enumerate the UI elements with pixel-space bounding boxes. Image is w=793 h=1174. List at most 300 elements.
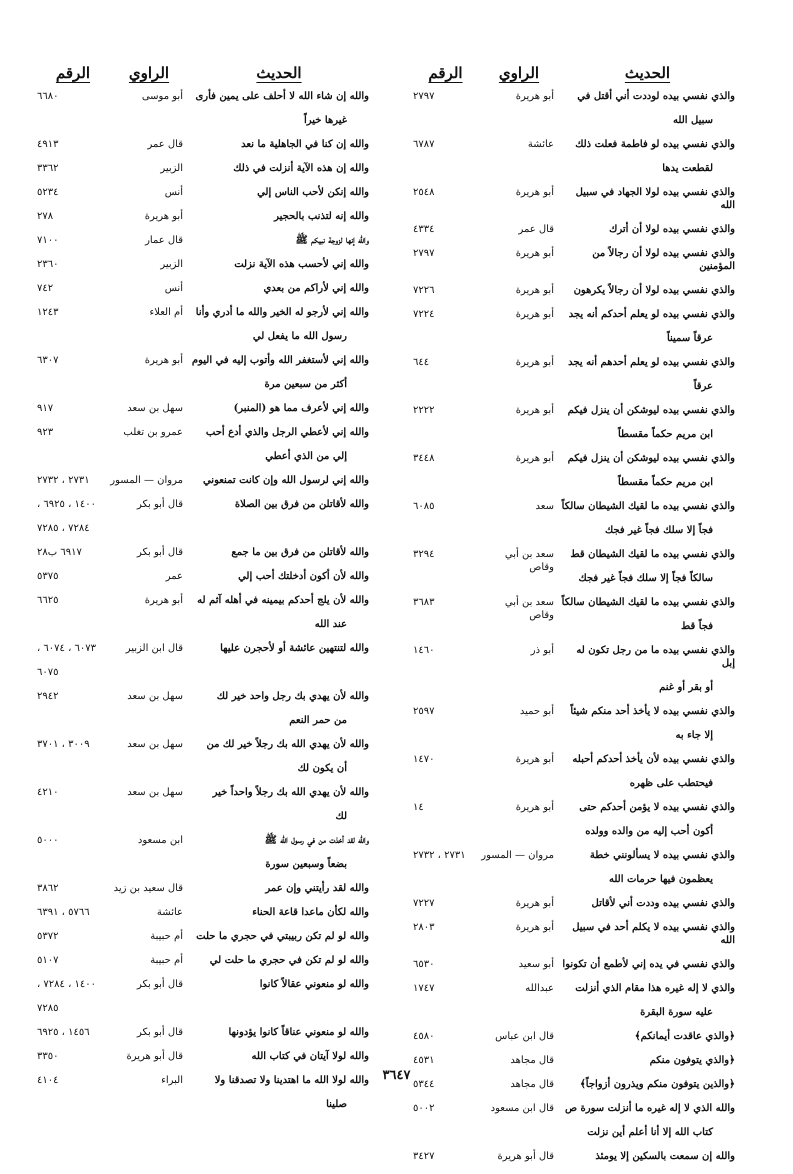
hadith-number: ٧٢٨٥ bbox=[37, 1003, 59, 1014]
hadith-text bbox=[189, 834, 369, 871]
hadith-text bbox=[189, 882, 369, 895]
hadith-text-line1: والله إني لأرجو له الخير والله ما أدري وأنا bbox=[195, 307, 369, 318]
hadith-text-line1: والذي نفسي بيده ما من رجل تكون له إبل bbox=[576, 645, 735, 669]
hadith-text bbox=[560, 90, 735, 127]
hadith-text-line1: والله لو منعوني عقالاً كانوا bbox=[259, 979, 369, 990]
hadith-text-line1: والله لأن يهدي الله بك رجلاً واحداً خير bbox=[212, 787, 369, 798]
index-entry bbox=[413, 138, 735, 175]
index-entry bbox=[37, 210, 369, 223]
hadith-text-line1: والذي نفسي بيده لو يعلم أحدهم أنه يجد bbox=[568, 357, 735, 368]
index-entry bbox=[37, 882, 369, 895]
index-entry bbox=[413, 548, 735, 585]
hadith-text-line1: والله إن هذه الآية أنزلت في ذلك bbox=[233, 163, 369, 174]
hadith-text-line2: فيحتطب على ظهره bbox=[629, 778, 713, 789]
hadith-text-line2: يعظمون فيها حرمات الله bbox=[608, 874, 713, 885]
index-entry bbox=[37, 930, 369, 943]
hadith-text bbox=[189, 306, 369, 343]
narrator: عائشة bbox=[156, 907, 183, 918]
hadith-text-line1: والله إني لأعطي الرجل والذي أدع أحب bbox=[205, 427, 369, 438]
hadith-number: ٤٥٣١ bbox=[413, 1055, 435, 1066]
hadith-text bbox=[560, 500, 735, 537]
header-hadith: الحديث bbox=[256, 64, 302, 82]
hadith-number: ٩٢٣ bbox=[37, 427, 54, 438]
hadith-text bbox=[189, 186, 369, 199]
hadith-number: ٩١٧ bbox=[37, 403, 54, 414]
header-narrator: الراوي bbox=[498, 64, 540, 82]
hadith-number: ٦٠٧٣ ، ٦٠٧٤ ، bbox=[37, 643, 96, 654]
narrator: مروان — المسور bbox=[110, 475, 183, 486]
hadith-number: ٢٨٠٣ bbox=[413, 922, 435, 933]
hadith-text bbox=[560, 1150, 735, 1163]
hadith-text-line1: والله إن شاء الله لا أحلف على يمين فأرى bbox=[195, 91, 369, 102]
hadith-text-line1: والذي نفسي بيده لو فاطمة فعلت ذلك bbox=[575, 139, 735, 150]
index-entry bbox=[413, 705, 735, 742]
narrator: البراء bbox=[161, 1075, 183, 1086]
hadith-number: ٣٢٩٤ bbox=[413, 549, 435, 560]
index-entry bbox=[37, 282, 369, 295]
narrator: أبو هريرة bbox=[144, 211, 183, 222]
narrator: سعد بن أبي وقاص bbox=[504, 549, 554, 573]
hadith-text-line2: سبيل الله bbox=[673, 115, 713, 126]
hadith-text bbox=[560, 452, 735, 489]
narrator: قال أبو بكر bbox=[136, 499, 183, 510]
hadith-text bbox=[560, 247, 735, 273]
hadith-text-line2: سالكاً فجاً إلا سلك فجاً غير فجك bbox=[578, 573, 713, 584]
hadith-number: ٥٠٠٢ bbox=[413, 1103, 435, 1114]
narrator: أنس bbox=[164, 283, 183, 294]
hadith-text bbox=[189, 978, 369, 991]
narrator: سعد بن أبي وقاص bbox=[504, 597, 554, 621]
hadith-text-line1: والله لتنتهين عائشة أو لأحجرن عليها bbox=[220, 643, 369, 654]
hadith-text bbox=[560, 982, 735, 1019]
narrator: ابن مسعود bbox=[137, 835, 183, 846]
hadith-text-line2: إلا جاء به bbox=[675, 730, 713, 741]
narrator: أبو هريرة bbox=[515, 357, 554, 368]
index-entry bbox=[37, 546, 369, 559]
index-column-right bbox=[413, 52, 735, 1174]
index-entry bbox=[413, 90, 735, 127]
hadith-text-line1: والله لأقاتلن من فرق بين الصلاة bbox=[234, 499, 369, 510]
index-entry bbox=[413, 1150, 735, 1163]
index-entry bbox=[37, 642, 369, 655]
narrator: قال عمر bbox=[518, 224, 554, 235]
hadith-text-line1: والذي لا إله غيره هذا مقام الذي أنزلت bbox=[575, 983, 735, 994]
hadith-text bbox=[189, 906, 369, 919]
hadith-text-line1: والله إني لرسول الله وإن كانت تمنعوني bbox=[202, 475, 369, 486]
narrator: أبو هريرة bbox=[515, 248, 554, 259]
hadith-text bbox=[560, 404, 735, 441]
hadith-text bbox=[560, 644, 735, 694]
hadith-text bbox=[189, 1050, 369, 1063]
hadith-text bbox=[189, 210, 369, 223]
hadith-text-line1: والله إنها لزوجة نبيكم ﷺ bbox=[295, 235, 369, 246]
hadith-text-line1: والله إني لأعرف مما هو (المنبر) bbox=[233, 403, 369, 414]
hadith-number: ٤٢١٠ bbox=[37, 787, 59, 798]
hadith-text-line1: والذي نفسي بيده لولا أن رجالاً يكرهون bbox=[573, 285, 735, 296]
hadith-number: ٣٠٠٩ ، ٣٧٠١ bbox=[37, 739, 90, 750]
index-entry bbox=[37, 522, 369, 535]
index-entry bbox=[413, 849, 735, 886]
hadith-number: ٤٩١٣ bbox=[37, 139, 59, 150]
header-hadith: الحديث bbox=[624, 64, 671, 82]
narrator: قال أبو هريرة bbox=[497, 1151, 554, 1162]
narrator: عائشة bbox=[527, 139, 554, 150]
hadith-text bbox=[189, 690, 369, 727]
hadith-text-line1: والله لو لم تكن في حجري ما حلت لي bbox=[209, 955, 369, 966]
hadith-number: ١٤٠٠ ، ٧٢٨٤ ، bbox=[37, 979, 96, 990]
index-entry bbox=[413, 958, 735, 971]
hadith-text-line2: فجاً قط bbox=[680, 621, 713, 632]
index-entry bbox=[413, 753, 735, 790]
index-entry bbox=[37, 690, 369, 727]
hadith-text-line1: والذي نفسي بيده لوددت أني أقتل في bbox=[577, 91, 735, 102]
hadith-text-line1: والذي نفسي بيده ليوشكن أن ينزل فيكم bbox=[567, 405, 735, 416]
hadith-text-line2: ابن مريم حكماً مقسطاً bbox=[617, 429, 713, 440]
hadith-text-line2: أكون أحب إليه من والده وولده bbox=[585, 826, 713, 837]
hadith-number: ٦٥٣٠ bbox=[413, 959, 435, 970]
narrator: سهل بن سعد bbox=[127, 739, 183, 750]
hadith-text bbox=[560, 897, 735, 910]
index-entry bbox=[413, 186, 735, 212]
narrator: عمر bbox=[165, 571, 183, 582]
hadith-text bbox=[189, 474, 369, 487]
hadith-number: ٦٣٠٧ bbox=[37, 355, 59, 366]
hadith-text bbox=[189, 354, 369, 391]
index-entry bbox=[37, 258, 369, 271]
narrator: أم حبيبة bbox=[150, 931, 183, 942]
hadith-text-line2: أن يكون لك bbox=[297, 763, 347, 774]
index-entry bbox=[37, 474, 369, 487]
hadith-text-line1: والله لقد أخذت من في رسول الله ﷺ bbox=[264, 835, 369, 846]
index-entry bbox=[413, 1102, 735, 1139]
hadith-number: ٦٦٨٠ bbox=[37, 91, 59, 102]
hadith-number: ٧٢٢٧ bbox=[413, 898, 435, 909]
hadith-number: ٥٣٧٢ bbox=[37, 931, 59, 942]
index-entry bbox=[37, 354, 369, 391]
hadith-text-line2: كتاب الله إلا أنا أعلم أين نزلت bbox=[587, 1127, 713, 1138]
index-entry bbox=[37, 402, 369, 415]
hadith-text-line2: عند الله bbox=[314, 619, 347, 630]
hadith-number: ٤٣٣٤ bbox=[413, 224, 435, 235]
hadith-number: ٥٧٦٦ ، ٦٣٩١ bbox=[37, 907, 90, 918]
narrator: أبو سعيد bbox=[518, 959, 554, 970]
hadith-text-line1: والذي نفسي بيده لا يكلم أحد في سبيل الله bbox=[572, 922, 735, 946]
narrator: الزبير bbox=[160, 259, 183, 270]
index-entry bbox=[413, 1054, 735, 1067]
narrator: قال ابن مسعود bbox=[490, 1103, 554, 1114]
hadith-text-line2: عرقاً bbox=[693, 381, 713, 392]
hadith-text-line1: والذي نفسي بيده وددت أني لأقاتل bbox=[591, 898, 735, 909]
hadith-text bbox=[189, 1026, 369, 1039]
hadith-text bbox=[189, 594, 369, 631]
hadith-text bbox=[189, 570, 369, 583]
narrator: عبدالله bbox=[525, 983, 554, 994]
hadith-text bbox=[189, 90, 369, 127]
narrator: قال أبو هريرة bbox=[126, 1051, 183, 1062]
hadith-number: ١٤٧٠ bbox=[413, 754, 435, 765]
narrator: أبو ذر bbox=[530, 645, 554, 656]
index-entry bbox=[37, 834, 369, 871]
hadith-number: ٧٢٨٤ ، ٧٢٨٥ bbox=[37, 523, 90, 534]
hadith-text-line2: رسول الله ما يفعل لي bbox=[252, 331, 347, 342]
column-header bbox=[413, 52, 735, 82]
index-entry bbox=[413, 284, 735, 297]
narrator: أبو هريرة bbox=[515, 898, 554, 909]
column-header bbox=[37, 52, 369, 82]
narrator: قال عمار bbox=[145, 235, 183, 246]
hadith-text-line1: والذي نفسي بيده لو يعلم أحدكم أنه يجد bbox=[568, 309, 735, 320]
hadith-text-line2: عرقاً سميناً bbox=[666, 333, 713, 344]
hadith-text bbox=[189, 426, 369, 463]
narrator: أبو هريرة bbox=[144, 595, 183, 606]
index-entry bbox=[37, 426, 369, 463]
hadith-text-line2: صلينا bbox=[326, 1099, 347, 1110]
hadith-text bbox=[560, 308, 735, 345]
index-entry bbox=[37, 978, 369, 991]
index-entry bbox=[37, 162, 369, 175]
hadith-text bbox=[560, 284, 735, 297]
hadith-text bbox=[560, 921, 735, 947]
hadith-text bbox=[189, 138, 369, 151]
hadith-number: ٣٣٦٢ bbox=[37, 163, 59, 174]
hadith-text bbox=[560, 705, 735, 742]
index-entry bbox=[37, 234, 369, 247]
narrator: أبو هريرة bbox=[515, 754, 554, 765]
index-entry bbox=[37, 498, 369, 511]
hadith-text bbox=[560, 753, 735, 790]
hadith-number: ٢٧٨ bbox=[37, 211, 54, 222]
hadith-number: ٢٧٣١ ، ٢٧٣٢ bbox=[413, 850, 466, 861]
index-entry bbox=[413, 921, 735, 947]
header-narrator: الراوي bbox=[128, 64, 170, 82]
hadith-text-line1: والله لقد رأيتني وإن عمر bbox=[265, 883, 369, 894]
index-entry bbox=[413, 897, 735, 910]
hadith-text bbox=[189, 282, 369, 295]
index-entry bbox=[413, 500, 735, 537]
hadith-number: ٥٢٣٤ bbox=[37, 187, 59, 198]
hadith-text bbox=[189, 258, 369, 271]
narrator: قال مجاهد bbox=[510, 1079, 554, 1090]
narrator: الزبير bbox=[160, 163, 183, 174]
index-entry bbox=[37, 138, 369, 151]
index-entry bbox=[37, 954, 369, 967]
narrator: أبو هريرة bbox=[515, 922, 554, 933]
hadith-text bbox=[560, 548, 735, 585]
hadith-number: ٧٢٢٦ bbox=[413, 285, 435, 296]
narrator: سعد bbox=[535, 501, 554, 512]
narrator: أبو هريرة bbox=[515, 453, 554, 464]
hadith-text bbox=[189, 930, 369, 943]
hadith-text-line2: لك bbox=[335, 811, 347, 822]
hadith-text-line1: والله لكأن ماعدا قاعة الحناء bbox=[252, 907, 369, 918]
hadith-text-line1: والذي نفسي بيده لأن يأخذ أحدكم أحبله bbox=[572, 754, 735, 765]
hadith-text bbox=[189, 234, 369, 247]
index-entry bbox=[37, 738, 369, 775]
index-entry bbox=[413, 982, 735, 1019]
hadith-text-line2: ابن مريم حكماً مقسطاً bbox=[617, 477, 713, 488]
hadith-text bbox=[560, 356, 735, 393]
hadith-text-line1: والله إنكن لأحب الناس إلي bbox=[257, 187, 369, 198]
narrator: أبو هريرة bbox=[515, 187, 554, 198]
narrator: أبو هريرة bbox=[515, 802, 554, 813]
hadith-number: ٤٥٨٠ bbox=[413, 1031, 435, 1042]
index-entry bbox=[37, 1002, 369, 1015]
hadith-text-line1: ﴿والذي يتوفون منكم bbox=[649, 1055, 735, 1066]
hadith-number: ١٤٠٠ ، ٦٩٢٥ ، bbox=[37, 499, 96, 510]
index-entry bbox=[413, 404, 735, 441]
narrator: أبو حميد bbox=[519, 706, 554, 717]
narrator: قال ابن عباس bbox=[495, 1031, 554, 1042]
header-number: الرقم bbox=[428, 64, 463, 82]
hadith-number: ٣٤٢٧ bbox=[413, 1151, 435, 1162]
hadith-number: ٢٧٩٧ bbox=[413, 248, 435, 259]
hadith-number: ٥٣٧٥ bbox=[37, 571, 59, 582]
index-entry bbox=[37, 90, 369, 127]
index-entry bbox=[37, 306, 369, 343]
index-entry bbox=[413, 801, 735, 838]
narrator: قال أبو بكر bbox=[136, 1027, 183, 1038]
hadith-text-line1: والذي نفسي بيده لا يؤمن أحدكم حتى bbox=[579, 802, 735, 813]
narrator: قال أبو بكر bbox=[136, 547, 183, 558]
index-entry bbox=[413, 452, 735, 489]
hadith-text bbox=[560, 958, 735, 971]
hadith-number: ٧٢٢٤ bbox=[413, 309, 435, 320]
hadith-number: ٣٣٥٠ bbox=[37, 1051, 59, 1062]
hadith-text-line1: والله الذي لا إله غيره ما أنزلت سورة ص bbox=[564, 1103, 735, 1114]
narrator: قال سعيد بن زيد bbox=[113, 883, 183, 894]
hadith-text-line1: والذي نفسي في يده إني لأطمع أن تكونوا bbox=[562, 959, 735, 970]
index-entry bbox=[413, 596, 735, 633]
hadith-text bbox=[189, 402, 369, 415]
narrator: أبو هريرة bbox=[144, 355, 183, 366]
hadith-text-line1: والله لو منعوني عناقاً كانوا يؤدونها bbox=[228, 1027, 369, 1038]
hadith-text-line1: والله إني لأستغفر الله وأتوب إليه في اليوم bbox=[191, 355, 369, 366]
hadith-text-line2: غيرها خيراً bbox=[303, 115, 347, 126]
hadith-text-line1: والله إنه لتذنب بالحجير bbox=[274, 211, 369, 222]
hadith-number: ٥١٠٧ bbox=[37, 955, 59, 966]
hadith-number: ١٤٥٦ ، ٦٩٢٥ bbox=[37, 1027, 90, 1038]
narrator: أبو هريرة bbox=[515, 309, 554, 320]
hadith-text-line1: والذي نفسي بيده ليوشكن أن ينزل فيكم bbox=[567, 453, 735, 464]
hadith-text-line1: والذي نفسي بيده لا يسألونني خطة bbox=[589, 850, 735, 861]
hadith-text-line2: من حمر النعم bbox=[289, 715, 347, 726]
hadith-text bbox=[560, 801, 735, 838]
hadith-text-line1: والذي نفسي بيده لولا أن رجالاً من المؤمنين bbox=[592, 248, 735, 272]
hadith-text bbox=[189, 786, 369, 823]
entries-right bbox=[413, 90, 735, 1163]
hadith-text-line2: أو بقر أو غنم bbox=[659, 682, 713, 693]
hadith-text-line2: عليه سورة البقرة bbox=[640, 1007, 713, 1018]
hadith-text-line1: والله لأن أكون أدخلتك أحب إلي bbox=[238, 571, 369, 582]
hadith-text bbox=[189, 642, 369, 655]
hadith-number: ٦٦٢٥ bbox=[37, 595, 59, 606]
hadith-text-line1: ﴿والذي عاقدت أيمانكم﴾ bbox=[634, 1031, 735, 1042]
hadith-text-line1: والذي نفسي بيده لا يأخذ أحد منكم شيئاً bbox=[570, 706, 735, 717]
hadith-text bbox=[560, 1054, 735, 1067]
hadith-number: ٥٠٠٠ bbox=[37, 835, 59, 846]
page-number: ٣٦٤٧ bbox=[382, 1068, 411, 1083]
hadith-number: ٥٣٤٤ bbox=[413, 1079, 435, 1090]
narrator: أم العلاء bbox=[149, 307, 183, 318]
hadith-text bbox=[189, 546, 369, 559]
hadith-number: ١٢٤٣ bbox=[37, 307, 59, 318]
narrator: مروان — المسور bbox=[481, 850, 554, 861]
hadith-number: ٢٧٩٧ bbox=[413, 91, 435, 102]
narrator: قال عمر bbox=[147, 139, 183, 150]
hadith-text-line1: والله لأقاتلن من فرق بين ما جمع bbox=[231, 547, 369, 558]
hadith-text bbox=[189, 162, 369, 175]
narrator: قال ابن الزبير bbox=[125, 643, 183, 654]
index-column-left bbox=[37, 52, 369, 1122]
hadith-number: ٦٠٨٥ bbox=[413, 501, 435, 512]
hadith-text-line1: والذي نفسي بيده ما لقيك الشيطان قط bbox=[570, 549, 735, 560]
hadith-text bbox=[560, 596, 735, 633]
hadith-number: ٣٤٤٨ bbox=[413, 453, 435, 464]
narrator: أبو هريرة bbox=[515, 91, 554, 102]
hadith-number: ١٤٦٠ bbox=[413, 645, 435, 656]
hadith-text-line1: والذي نفسي بيده لولا الجهاد في سبيل الله bbox=[575, 187, 735, 211]
index-entry bbox=[413, 247, 735, 273]
index-entry bbox=[413, 308, 735, 345]
hadith-text-line2: فجاً إلا سلك فجاً غير فجك bbox=[605, 525, 713, 536]
hadith-number: ١٧٤٧ bbox=[413, 983, 435, 994]
narrator: أنس bbox=[164, 187, 183, 198]
narrator: سهل بن سعد bbox=[127, 787, 183, 798]
index-entry bbox=[37, 906, 369, 919]
narrator: أم حبيبة bbox=[150, 955, 183, 966]
hadith-number: ٦٩١٧ ب٢٨ bbox=[37, 547, 82, 558]
index-entry bbox=[37, 594, 369, 631]
hadith-number: ٢٩٤٢ bbox=[37, 691, 59, 702]
hadith-text-line1: والله إني لأحسب هذه الآية نزلت bbox=[234, 259, 369, 270]
hadith-text-line1: والله إن سمعت بالسكين إلا يومئذ bbox=[595, 1151, 735, 1162]
index-entry bbox=[37, 186, 369, 199]
hadith-number: ٧٤٢ bbox=[37, 283, 54, 294]
hadith-text-line1: والذي نفسي بيده ما لقيك الشيطان سالكاً bbox=[561, 501, 735, 512]
hadith-number: ٦٠٧٥ bbox=[37, 667, 59, 678]
hadith-text bbox=[560, 1030, 735, 1043]
hadith-text-line1: ﴿والذين يتوفون منكم ويذرون أزواجاً﴾ bbox=[579, 1079, 735, 1090]
hadith-text-line1: والله إني لأراكم من بعدي bbox=[263, 283, 369, 294]
hadith-text bbox=[189, 738, 369, 775]
hadith-number: ٣٦٨٣ bbox=[413, 597, 435, 608]
index-entry bbox=[37, 570, 369, 583]
hadith-text-line1: والله لو لم تكن ربيبتي في حجري ما حلت bbox=[196, 931, 369, 942]
hadith-text-line1: والله لأن يهدي بك رجل واحد خير لك bbox=[216, 691, 369, 702]
index-entry bbox=[37, 666, 369, 679]
hadith-text-line1: والله إن كنا في الجاهلية ما نعد bbox=[241, 139, 369, 150]
hadith-text bbox=[189, 498, 369, 511]
hadith-number: ٦٤٤ bbox=[413, 357, 430, 368]
hadith-text-line1: والذي نفسي بيده ما لقيك الشيطان سالكاً bbox=[561, 597, 735, 608]
hadith-text-line1: والله لأن يلج أحدكم بيمينه في أهله آثم له bbox=[197, 595, 369, 606]
index-entry bbox=[413, 356, 735, 393]
index-entry bbox=[37, 1050, 369, 1063]
hadith-number: ٢٧٣١ ، ٢٧٣٢ bbox=[37, 475, 90, 486]
hadith-text-line2: أكثر من سبعين مرة bbox=[264, 379, 347, 390]
index-entry bbox=[413, 223, 735, 236]
entries-left bbox=[37, 90, 369, 1111]
hadith-number: ٦٧٨٧ bbox=[413, 139, 435, 150]
header-number: الرقم bbox=[55, 64, 91, 82]
hadith-number: ٢٣٦٠ bbox=[37, 259, 59, 270]
narrator: عمرو بن تغلب bbox=[123, 427, 183, 438]
hadith-text-line2: لقطعت يدها bbox=[662, 163, 713, 174]
hadith-text bbox=[189, 954, 369, 967]
hadith-number: ٢٥٩٧ bbox=[413, 706, 435, 717]
hadith-text bbox=[560, 186, 735, 212]
narrator: أبو هريرة bbox=[515, 405, 554, 416]
